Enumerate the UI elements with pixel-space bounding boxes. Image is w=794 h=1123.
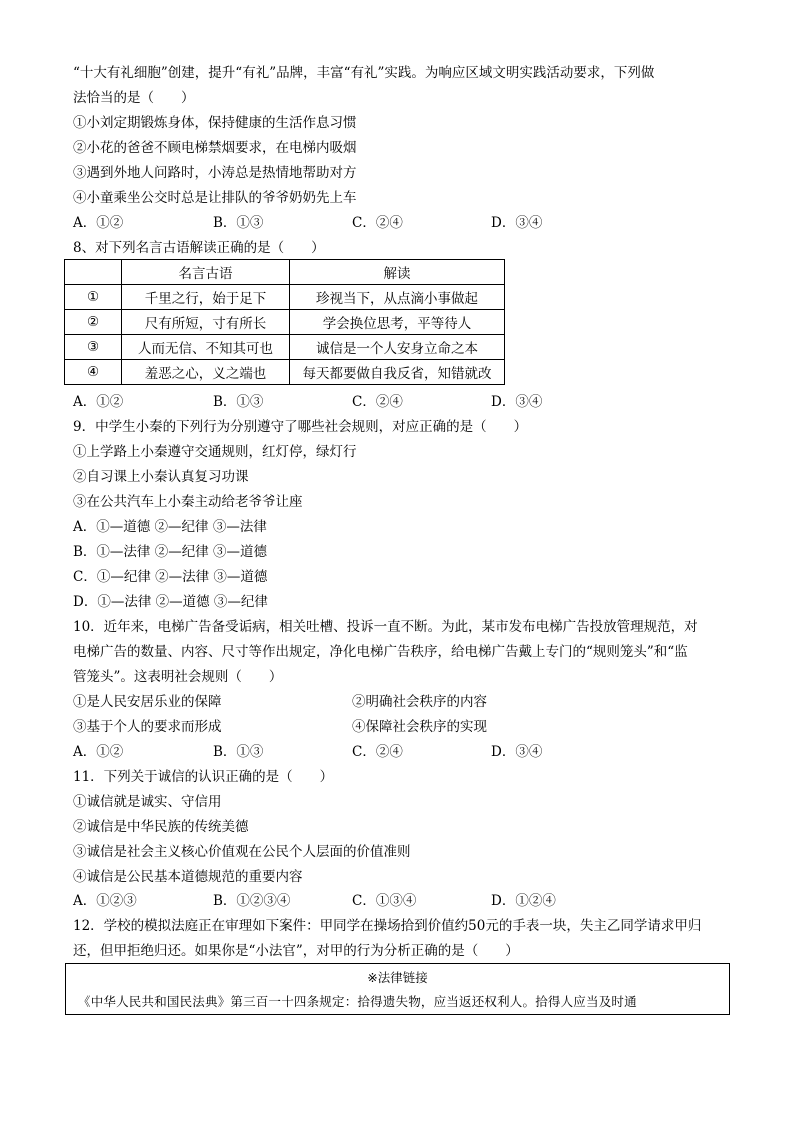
law-link-text: 《中华人民共和国民法典》第三百一十四条规定：拾得遗失物，应当返还权利人。拾得人应当及时通 [78, 994, 637, 1009]
q11-item-1: ①诚信就是诚实、守信用 [73, 794, 222, 810]
table-header-cell: 解读 [290, 260, 505, 285]
q11-stem: 11．下列关于诚信的认识正确的是（ ） [73, 769, 334, 785]
q10-item-2: ②明确社会秩序的内容 [352, 694, 487, 710]
table-cell: ③ [65, 335, 122, 360]
table-cell: 学会换位思考，平等待人 [290, 310, 505, 335]
q7-item-4: ④小童乘坐公交时总是让排队的爷爷奶奶先上车 [73, 190, 357, 206]
q10-option-d: D．③④ [491, 744, 543, 760]
q11-option-a: A．①②③ [73, 893, 137, 909]
q8-stem: 8、对下列名言古语解读正确的是（ ） [73, 240, 325, 256]
q10-stem-line-2: 电梯广告的数量、内容、尺寸等作出规定，净化电梯广告秩序，给电梯广告戴上专门的“规则笼头”和“监 [73, 644, 688, 660]
table-cell: 珍视当下，从点滴小事做起 [290, 285, 505, 310]
q9-item-3: ③在公共汽车上小秦主动给老爷爷让座 [73, 494, 303, 510]
table-header-row [65, 260, 505, 285]
q11-item-3: ③诚信是社会主义核心价值观在公民个人层面的价值准则 [73, 844, 411, 860]
q10-option-c: C．②④ [352, 744, 403, 760]
q8-option-c: C．②④ [352, 394, 403, 410]
q7-stem-line-1: “十大有礼细胞”创建，提升“有礼”品牌，丰富“有礼”实践。为响应区域文明实践活动要求，下列做 [73, 65, 655, 81]
law-link-box [65, 963, 730, 1015]
table-cell: ① [65, 285, 122, 310]
q7-option-a: A．①② [73, 215, 124, 231]
table-cell: 羞恶之心，义之端也 [122, 360, 290, 385]
q7-option-b: B．①③ [213, 215, 264, 231]
table-cell: 人而无信、不知其可也 [122, 335, 290, 360]
table-header-cell: 名言古语 [122, 260, 290, 285]
q7-item-2: ②小花的爸爸不顾电梯禁烟要求，在电梯内吸烟 [73, 140, 357, 156]
q7-option-c: C．②④ [352, 215, 403, 231]
q10-item-3: ③基于个人的要求而形成 [73, 719, 222, 735]
q10-stem-line-3: 管笼头”。这表明社会规则（ ） [73, 669, 283, 685]
q11-item-2: ②诚信是中华民族的传统美德 [73, 819, 249, 835]
q9-stem: 9．中学生小秦的下列行为分别遵守了哪些社会规则，对应正确的是（ ） [73, 419, 528, 435]
q11-option-d: D．①②④ [491, 893, 556, 909]
q9-option-c: C．①—纪律 ②—法律 ③—道德 [73, 569, 268, 585]
q12-stem-line-2: 还，但甲拒绝归还。如果你是“小法官”，对甲的行为分析正确的是（ ） [73, 943, 519, 959]
table-cell: 尺有所短，寸有所长 [122, 310, 290, 335]
table-cell: ② [65, 310, 122, 335]
q10-item-4: ④保障社会秩序的实现 [352, 719, 487, 735]
q8-table [64, 259, 505, 385]
q7-option-d: D．③④ [491, 215, 543, 231]
q7-stem-line-2: 法恰当的是（ ） [73, 90, 195, 106]
table-row [65, 310, 505, 335]
q9-item-2: ②自习课上小秦认真复习功课 [73, 469, 249, 485]
q9-option-b: B．①—法律 ②—纪律 ③—道德 [73, 544, 268, 560]
q8-option-d: D．③④ [491, 394, 543, 410]
table-cell: 诚信是一个人安身立命之本 [290, 335, 505, 360]
q7-item-3: ③遇到外地人问路时，小涛总是热情地帮助对方 [73, 165, 357, 181]
table-row [65, 285, 505, 310]
q11-option-c: C．①③④ [352, 893, 417, 909]
table-cell: 每天都要做自我反省，知错就改 [290, 360, 505, 385]
q9-item-1: ①上学路上小秦遵守交通规则，红灯停，绿灯行 [73, 444, 357, 460]
q8-option-b: B．①③ [213, 394, 264, 410]
q10-stem-line-1: 10．近年来，电梯广告备受诟病，相关吐槽、投诉一直不断。为此，某市发布电梯广告投放管理规范，对 [73, 619, 698, 635]
q9-option-a: A．①—道德 ②—纪律 ③—法律 [73, 519, 267, 535]
q10-option-a: A．①② [73, 744, 124, 760]
q10-option-b: B．①③ [213, 744, 264, 760]
table-row [65, 360, 505, 385]
q10-item-1: ①是人民安居乐业的保障 [73, 694, 222, 710]
q8-option-a: A．①② [73, 394, 124, 410]
q9-option-d: D．①—法律 ②—道德 ③—纪律 [73, 594, 268, 610]
table-row [65, 335, 505, 360]
q12-stem-line-1: 12．学校的模拟法庭正在审理如下案件：甲同学在操场拾到价值约50元的手表一块，失主乙同学请求甲归 [73, 918, 702, 934]
law-link-title: ※法律链接 [367, 970, 428, 985]
table-cell: 千里之行，始于足下 [122, 285, 290, 310]
table-header-cell [65, 260, 122, 285]
table-cell: ④ [65, 360, 122, 385]
q11-item-4: ④诚信是公民基本道德规范的重要内容 [73, 869, 303, 885]
q11-option-b: B．①②③④ [213, 893, 291, 909]
q7-item-1: ①小刘定期锻炼身体，保持健康的生活作息习惯 [73, 115, 357, 131]
